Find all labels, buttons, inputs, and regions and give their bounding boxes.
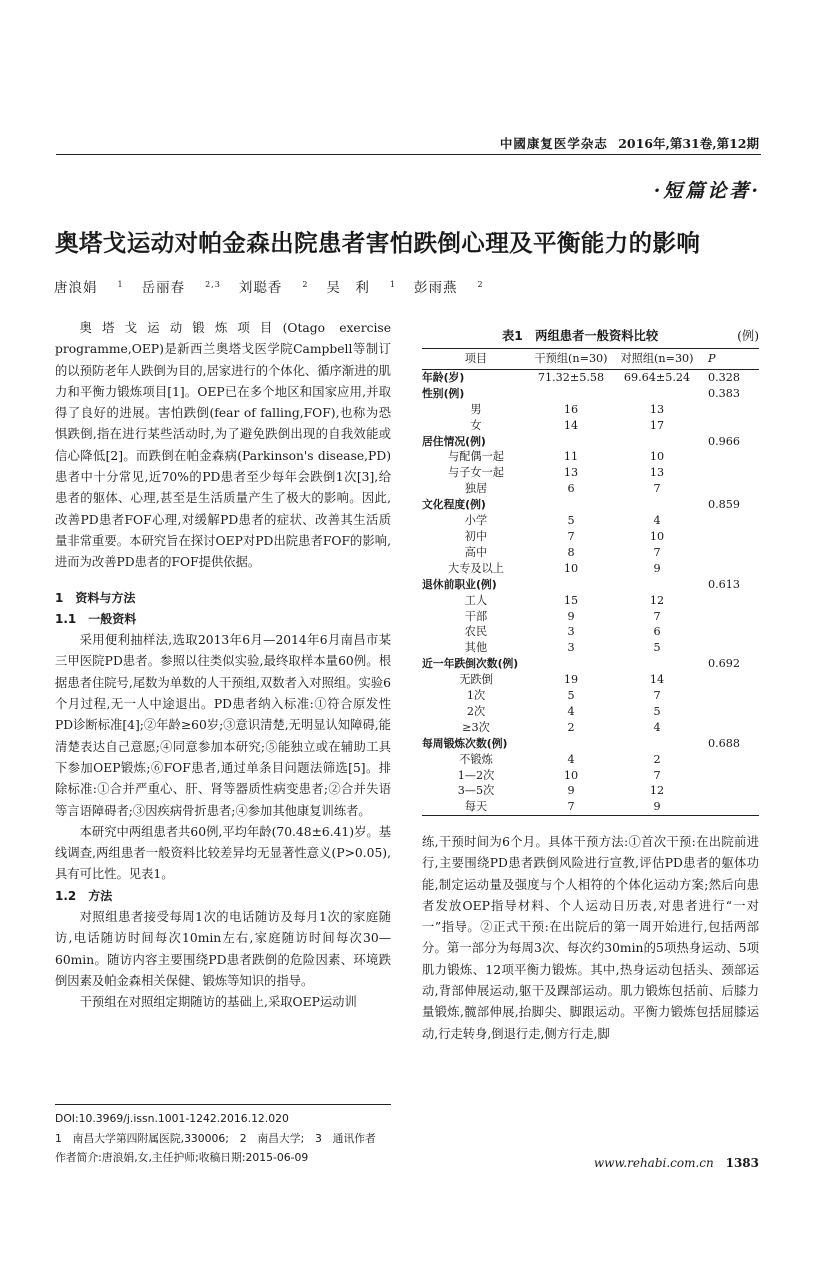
journal-name: 中國康复医学杂志 [499,136,608,151]
table-cell [702,402,759,418]
table-cell: 与配偶一起 [448,450,504,464]
table-row [422,529,759,545]
table-row [422,624,759,640]
table-row [422,704,759,720]
table-cell [702,593,759,609]
table-cell: 13 [649,466,665,480]
table-cell: 9 [567,784,575,798]
table-cell: 其他 [464,641,488,655]
table-row [422,640,759,656]
author-affiliation-mark: 1 [117,279,124,289]
table-cell: 不锻炼 [459,752,493,766]
table-cell: 年龄(岁) [422,370,465,384]
author-affiliation-mark: 2,3 [205,279,221,289]
table-cell [702,449,759,465]
table-row [422,593,759,609]
page-number: 1383 [725,1156,759,1170]
baseline-table [422,348,759,816]
table-cell [702,688,759,704]
table-cell [702,609,759,625]
table-row [422,545,759,561]
left-column [55,318,391,1014]
author-name: 吴 利 [326,280,370,296]
table-cell: 5 [653,641,661,655]
table-cell [702,672,759,688]
table-title: 两组患者一般资料比较 [535,329,659,343]
page-footer [594,1156,759,1170]
paragraph-baseline: 本研究中两组患者共60例,平均年龄(70.48±6.41)岁。基线调查,两组患者一般资料比较差异均无显著性意义(P>0.05),具有可比性。见表1。 [55,824,391,882]
table-cell: 1次 [466,689,486,703]
table-cell: 4 [567,704,575,718]
table-cell: 17 [649,418,665,432]
table-cell: 独居 [464,482,488,496]
table-cell: 每天 [422,799,530,815]
table-cell [702,481,759,497]
table-cell [530,656,612,672]
author-list [54,276,502,296]
table-row [422,736,759,752]
table-cell: 4 [653,514,661,528]
table-cell: 0.328 [708,370,741,384]
table-cell: 2 [653,752,661,766]
table-cell: 女 [470,418,482,432]
table-cell: 19 [563,673,579,687]
table-cell [702,624,759,640]
table-cell [530,577,612,593]
table-cell: 男 [470,402,482,416]
table-row [422,561,759,577]
table-cell [530,497,612,513]
table-cell: ≥3次 [462,720,490,734]
table-cell [702,783,759,799]
author-name: 刘聪香 [238,280,283,296]
table-cell: 每周锻炼次数(例) [422,736,508,750]
table-row [422,465,759,481]
table-cell: 9 [653,561,661,575]
table-cell [702,704,759,720]
table-row [422,402,759,418]
author-affiliation-mark: 2 [302,279,309,289]
table-cell: 4 [653,720,661,734]
table-cell: 10 [563,768,579,782]
table-cell: 11 [563,450,579,464]
table-cell: 5 [653,704,661,718]
table-unit: (例) [737,329,759,343]
paragraph-continued: 练,干预时间为6个月。具体干预方法:①首次干预:在出院前进行,主要围绕PD患者跌倒风险进行宣教,评估PD患者的躯体功能,制定运动量及强度与个人相符的个体化运动方案;然后向患者发放OEP指导材料、个人运动日历表,对患者进行“一对一”指导。②正式干预:在出院后的第一周开始进行,包括两部分。第一部分为每周3次、每次约30min的5项热身运动、5项肌力锻炼、12项平衡力锻炼。其中,热身运动包括头、颈部运动,背部伸展运动,躯干及踝部运动。肌力锻炼包括前、后膝力量锻炼,髋部伸展,抬脚尖、脚跟运动。平衡力锻炼包括屈膝运动,行走转身,倒退行走,侧方行走,脚 [422,835,759,1041]
table-cell: 2次 [466,704,486,718]
table-cell: 14 [649,673,665,687]
table-cell: 8 [567,545,575,559]
affiliations: 1 南昌大学第四附属医院,330006; 2 南昌大学; 3 通讯作者 [55,1132,376,1145]
table-cell: 0.692 [708,657,741,671]
table-cell: 无跌倒 [459,673,493,687]
table-cell: 0.613 [708,577,741,591]
table-cell: 13 [563,466,579,480]
table-cell: 2 [567,720,575,734]
table-row [422,481,759,497]
table-cell: 大专及以上 [448,561,504,575]
table-row [422,783,759,799]
table-row [422,799,759,815]
table-cell: 12 [649,593,665,607]
table-cell: 小学 [464,514,488,528]
intro-paragraph: 奥塔戈运动锻炼项目(Otago exercise programme,OEP)是新西兰奥塔戈医学院Campbell等制订的以预防老年人跌倒为目的,居家进行的个体化、循序渐进的肌力和平衡力锻炼项目[1]。OEP已在多个地区和国家应用,并取得了良好的进展。害怕跌倒(fear of falling,FOF),也称为恐惧跌倒,指在进行某些活动时,为了避免跌倒出现的自我效能或信心降低[2]。而跌倒在帕金森病(Parkinson's disease,PD)患者中十分常见,近70%的PD患者至少每年会跌倒1次[3],给患者的躯体、心理,甚至是生活质量产生了极大的影响。因此,改善PD患者FOF心理,对缓解PD患者的症状、改善其生活质量非常重要。本研究旨在探讨OEP对PD出院患者FOF的影响,进而为改善PD患者的FOF提供依据。 [55,321,391,570]
table-cell: 居住情况(例) [422,434,486,448]
table-cell: 4 [567,752,575,766]
table-cell: 5 [567,514,575,528]
section-heading-methods: 1 资料与方法 [55,590,136,605]
table-row [422,386,759,402]
table-row [422,513,759,529]
table-row [422,577,759,593]
paragraph-general: 采用便利抽样法,选取2013年6月—2014年6月南昌市某三甲医院PD患者。参照以往类似实验,最终取样本量60例。根据患者住院号,尾数为单数的人干预组,双数者入对照组。实验6个月过程,无一人中途退出。PD患者纳入标准:①符合原发性PD诊断标准[4];②年龄≥60岁;③意识清楚,无明显认知障碍,能清楚表达自己意愿;④同意参加本研究;⑤能独立或在辅助工具下参加OEP锻炼;⑥FOF患者,通过单条目问题法筛选[5]。排除标准:①合并严重心、肝、肾等器质性病变患者;②合并失语等言语障碍者;③因疾病骨折患者;④参加其他康复训练者。 [55,633,391,818]
table-cell: 10 [563,561,579,575]
footnote-rule [55,1104,391,1105]
table-cell: 9 [612,799,702,815]
table-cell [530,736,612,752]
table-cell: 初中 [464,529,488,543]
header-rule [56,154,761,155]
table-cell: 7 [653,482,661,496]
table-cell [530,434,612,450]
table-cell: 农民 [464,625,488,639]
table-row [422,418,759,434]
right-column [422,832,759,1045]
table-row [422,656,759,672]
table-cell: 0.688 [708,736,741,750]
table-cell [612,434,702,450]
table-cell [702,545,759,561]
paragraph-control: 对照组患者接受每周1次的电话随访及每月1次的家庭随访,电话随访时间每次10min左右,家庭随访时间每次30—60min。随访内容主要围绕PD患者跌倒的危险因素、环境跌倒因素及帕金森相关保健、锻炼等知识的指导。 [55,910,391,988]
paragraph-intervention: 干预组在对照组定期随访的基础上,采取OEP运动训 [79,995,357,1010]
table-cell [702,561,759,577]
table-cell: 13 [649,402,665,416]
author-affiliation-mark: 1 [389,279,397,289]
table-row [422,752,759,768]
author-name: 岳丽春 [141,280,186,296]
table-cell: 6 [653,625,661,639]
table-cell: 69.64±5.24 [623,370,691,384]
subsection-heading-general: 1.1 一般资料 [55,611,137,626]
column-header: P [702,349,759,370]
table-cell [702,418,759,434]
article-title: 奥塔戈运动对帕金森出院患者害怕跌倒心理及平衡能力的影响 [55,229,701,257]
table-cell [612,656,702,672]
table-cell [612,577,702,593]
table-cell: 1—2次 [457,768,495,782]
table-cell [702,768,759,784]
table-cell [612,736,702,752]
table-row [422,609,759,625]
column-header: 干预组(n=30) [530,349,612,370]
table-row [422,720,759,736]
table-cell: 0.966 [708,434,741,448]
table-cell: 71.32±5.58 [537,370,605,384]
table-cell: 5 [567,689,575,703]
table-cell: 7 [567,529,575,543]
table-cell: 近一年跌倒次数(例) [422,657,519,671]
table-cell: 7 [530,799,612,815]
table-cell: 10 [649,450,665,464]
table-cell: 7 [653,768,661,782]
table-cell: 14 [563,418,579,432]
table-row [422,688,759,704]
column-header: 对照组(n=30) [612,349,702,370]
subsection-heading-method: 1.2 方法 [55,888,113,903]
table-cell: 7 [653,609,661,623]
table-cell [702,720,759,736]
table-cell [702,752,759,768]
table-cell [702,640,759,656]
table-cell: 3 [567,625,575,639]
author-name: 彭雨燕 [414,280,458,296]
table-row [422,449,759,465]
table-cell: 7 [653,689,661,703]
table-header-row [422,349,759,370]
table-cell: 3—5次 [457,784,495,798]
author-name: 唐浪娟 [54,280,98,296]
author-affiliation-mark: 2 [477,279,484,289]
table-row [422,497,759,513]
table-cell: 3 [567,641,575,655]
table-cell: 7 [653,545,661,559]
table-cell: 与子女一起 [448,466,504,480]
table-cell: 性别(例) [422,386,465,400]
table-row [422,768,759,784]
table-cell: 12 [649,784,665,798]
table-cell [612,386,702,402]
column-header: 项目 [422,349,530,370]
table-cell: 9 [567,609,575,623]
table-cell: 干部 [464,609,488,623]
table-cell [702,799,759,815]
table-label: 表1 [502,329,523,343]
journal-header [500,134,759,152]
table-cell [530,386,612,402]
table-cell: 6 [567,482,575,496]
table-cell: 高中 [464,545,488,559]
table-cell: 15 [563,593,579,607]
doi: DOI:10.3969/j.issn.1001-1242.2016.12.020 [55,1112,289,1125]
table-cell: 0.859 [708,498,741,512]
table-cell: 退休前职业(例) [422,577,497,591]
table-cell: 0.383 [708,386,741,400]
table-row [422,369,759,385]
website-url: www.rehabi.com.cn [593,1156,714,1170]
section-label: ·短篇论著· [653,180,761,202]
table-cell: 工人 [464,593,488,607]
table-row [422,672,759,688]
table-cell: 10 [649,529,665,543]
table-cell [702,513,759,529]
table-cell [702,529,759,545]
table-cell [702,465,759,481]
table-cell: 文化程度(例) [422,498,486,512]
table-cell [612,497,702,513]
issue-info: 2016年,第31卷,第12期 [618,136,759,151]
author-info: 作者简介:唐浪娟,女,主任护师;收稿日期:2015-06-09 [55,1151,309,1164]
table-row [422,434,759,450]
table-cell: 16 [563,402,579,416]
